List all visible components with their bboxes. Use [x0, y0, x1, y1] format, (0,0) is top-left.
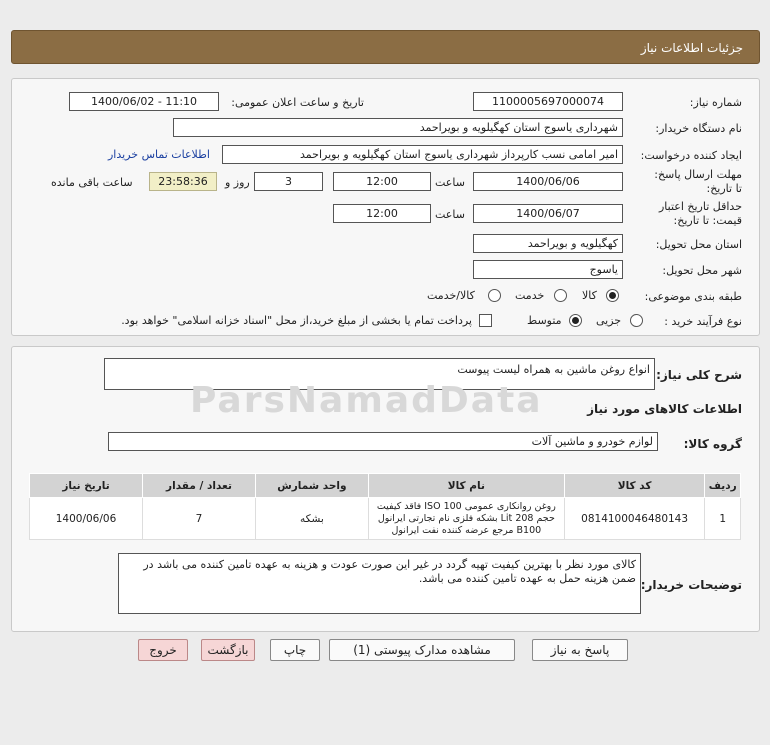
category-goods-service-radio[interactable]: [488, 289, 501, 302]
buyer-org-field: شهرداری یاسوج استان کهگیلویه و بویراحمد: [173, 118, 623, 137]
announce-date-field: 1400/06/02 - 11:10: [69, 92, 219, 111]
cell-date: 1400/06/06: [30, 498, 143, 540]
validity-time-field: 12:00: [333, 204, 431, 223]
col-name-header: نام کالا: [368, 474, 564, 498]
treasury-payment-checkbox[interactable]: [479, 314, 492, 327]
validity-time-label: ساعت: [435, 208, 465, 221]
goods-table: [29, 473, 741, 540]
table-header-row: [30, 474, 741, 498]
city-field: یاسوج: [473, 260, 623, 279]
col-code-header: کد کالا: [564, 474, 705, 498]
validity-date-field: 1400/06/07: [473, 204, 623, 223]
deadline-time-field: 12:00: [333, 172, 431, 191]
remaining-time-field: 23:58:36: [149, 172, 217, 191]
buyer-contact-link[interactable]: اطلاعات تماس خریدار: [108, 148, 210, 161]
cell-code: 0814100046480143: [564, 498, 705, 540]
buyer-notes-field: کالای مورد نظر با بهترین کیفیت تهیه گردد در غیر این صورت عودت و هزینه به عهده تامین کننده می باشد در ضمن هزینه حمل به عهده تامین کننده می باشد.: [118, 553, 641, 614]
cell-qty: 7: [143, 498, 256, 540]
goods-info-title: اطلاعات کالاهای مورد نیاز: [587, 402, 742, 416]
need-number-field: 1100005697000074: [473, 92, 623, 111]
city-label: شهر محل تحویل:: [662, 264, 742, 277]
category-label: طبقه بندی موضوعی:: [644, 290, 742, 303]
treasury-payment-note: پرداخت تمام یا بخشی از مبلغ خرید،از محل "اسناد خزانه اسلامی" خواهد بود.: [121, 314, 472, 327]
exit-button[interactable]: خروج: [138, 639, 188, 661]
cell-row: 1: [705, 498, 741, 540]
buyer-org-label: نام دستگاه خریدار:: [655, 122, 742, 135]
need-number-label: شماره نیاز:: [689, 96, 742, 109]
category-goods-service-label: کالا/خدمت: [427, 289, 475, 302]
watermark-logo: ParsNamadData: [190, 380, 543, 421]
announce-date-label: تاریخ و ساعت اعلان عمومی:: [231, 96, 364, 109]
requester-field: امیر امامی نسب کارپرداز شهرداری یاسوج استان کهگیلویه و بویراحمد: [222, 145, 623, 164]
print-button[interactable]: چاپ: [270, 639, 320, 661]
page-header: [11, 30, 760, 64]
process-medium-label: متوسط: [527, 314, 562, 327]
cell-name: روغن روانکاری عمومی ISO 100 فاقد کیفیت حجم 208 Lit بشکه فلزی نام تجارتی ایرانول B100 مرجع عرضه کننده نفت ایرانول: [368, 498, 564, 540]
col-date-header: تاریخ نیاز: [30, 474, 143, 498]
deadline-label: مهلت ارسال پاسخ: تا تاریخ:: [654, 168, 742, 195]
days-label: روز و: [225, 176, 250, 189]
category-service-radio[interactable]: [554, 289, 567, 302]
back-button[interactable]: بازگشت: [201, 639, 255, 661]
validity-label: حداقل تاریخ اعتبار قیمت: تا تاریخ:: [658, 200, 742, 227]
goods-group-field: لوازم خودرو و ماشین آلات: [108, 432, 658, 451]
col-row-header: ردیف: [705, 474, 741, 498]
process-minor-radio[interactable]: [630, 314, 643, 327]
reply-button[interactable]: پاسخ به نیاز: [532, 639, 628, 661]
process-label: نوع فرآیند خرید :: [664, 315, 742, 328]
requester-label: ایجاد کننده درخواست:: [640, 149, 742, 162]
remaining-label: ساعت باقی مانده: [51, 176, 133, 189]
process-medium-radio[interactable]: [569, 314, 582, 327]
deadline-time-label: ساعت: [435, 176, 465, 189]
province-field: کهگیلویه و بویراحمد: [473, 234, 623, 253]
col-qty-header: تعداد / مقدار: [143, 474, 256, 498]
goods-group-label: گروه کالا:: [683, 437, 742, 451]
deadline-date-field: 1400/06/06: [473, 172, 623, 191]
category-service-label: خدمت: [515, 289, 545, 302]
cell-unit: بشکه: [255, 498, 368, 540]
attachments-button[interactable]: مشاهده مدارک پیوستی (1): [329, 639, 515, 661]
page-title: جزئیات اطلاعات نیاز: [640, 41, 743, 55]
category-goods-label: کالا: [582, 289, 597, 302]
days-field: 3: [254, 172, 323, 191]
col-unit-header: واحد شمارش: [255, 474, 368, 498]
table-row: [30, 498, 741, 540]
summary-label: شرح کلی نیاز:: [656, 368, 742, 382]
summary-field: انواع روغن ماشین به همراه لیست پیوست: [104, 358, 655, 390]
province-label: استان محل تحویل:: [655, 238, 742, 251]
category-goods-radio[interactable]: [606, 289, 619, 302]
process-minor-label: جزیی: [596, 314, 622, 327]
buyer-notes-label: توضیحات خریدار:: [640, 578, 742, 592]
